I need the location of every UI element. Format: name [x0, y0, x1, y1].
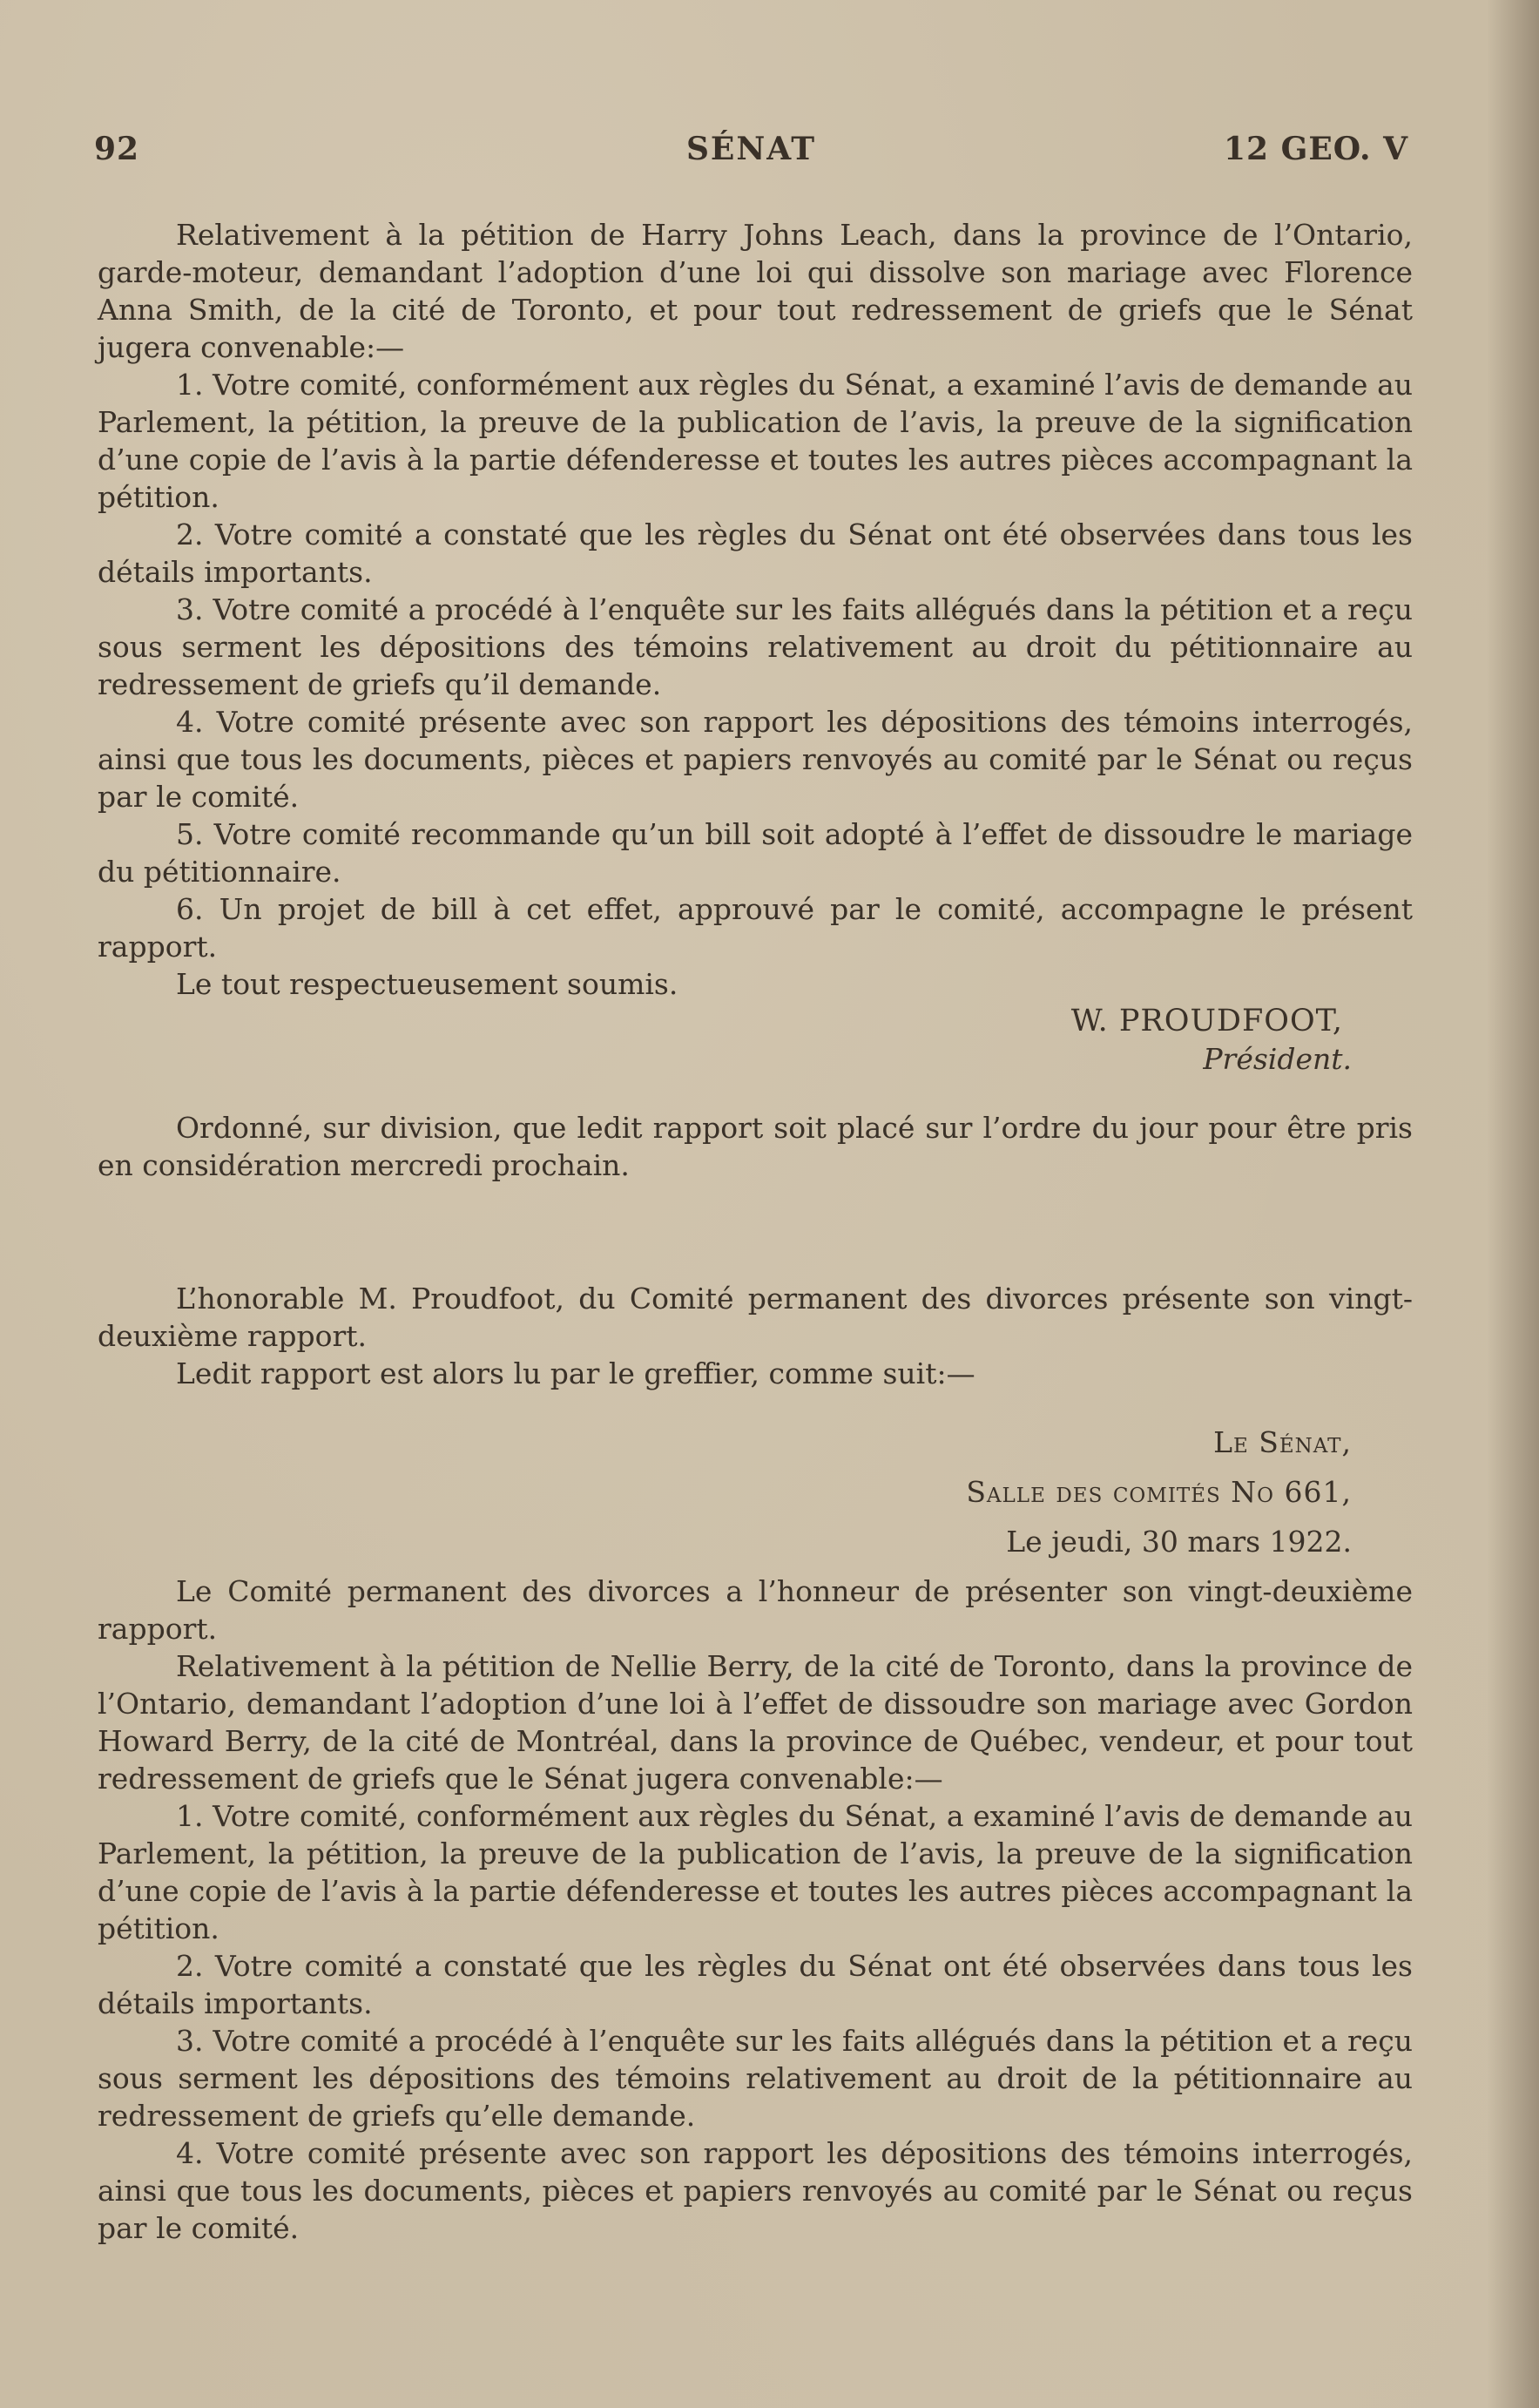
report-two-item-4: 4. Votre comité présente avec son rapport les dépositions des témoins interrogés, ainsi que tous les documents, pièces et papiers renvoyés au comité par le Sénat ou reçus par le comité.: [98, 2136, 1413, 2245]
report-one-closing: Le tout respectueusement soumis.: [176, 967, 678, 1001]
page-body: [98, 216, 1413, 2247]
page-header: [94, 131, 1408, 174]
report-one-item-4: 4. Votre comité présente avec son rapport les dépositions des témoins interrogés, ainsi que tous les documents, pièces et papiers renvoyés au comité par le Sénat ou reçus par le comité.: [98, 705, 1413, 814]
page-edge-shadow: [1487, 0, 1539, 2408]
report-two-item-1: 1. Votre comité, conformément aux règles du Sénat, a examiné l’avis de demande au Parlement, la pétition, la preuve de la publication de l’avis, la preuve de la signification d’une copie de l’avis à la partie défenderesse et toutes les autres pièces accompagnant la pétition.: [98, 1799, 1413, 1945]
report-two: [98, 1280, 1413, 2247]
report-one-intro: Relativement à la pétition de Harry Johns Leach, dans la province de l’Ontario, garde-moteur, demandant l’adoption d’une loi qui dissolve son mariage avec Florence Anna Smith, de la cité de Toronto, et pour tout redressement de griefs que le Sénat jugera convenable:—: [98, 218, 1413, 364]
report-address-block: [98, 1424, 1352, 1560]
signature-title: Président.: [1203, 1042, 1352, 1076]
report-one-item-1: 1. Votre comité, conformément aux règles du Sénat, a examiné l’avis de demande au Parlement, la pétition, la preuve de la publication de l’avis, la preuve de la signification d’une copie de l’avis à la partie défenderesse et toutes les autres pièces accompagnant la pétition.: [98, 368, 1413, 514]
report-two-item-3: 3. Votre comité a procédé à l’enquête sur les faits allégués dans la pétition et a reçu sous serment les dépositions des témoins relativement au droit de la pétitionnaire au redressement de griefs qu’elle demande.: [98, 2024, 1413, 2133]
report-two-read-by-clerk: Ledit rapport est alors lu par le greffier, comme suit:—: [176, 1356, 975, 1390]
signature-block: [98, 1003, 1352, 1078]
address-date: Le jeudi, 30 mars 1922.: [1006, 1525, 1352, 1559]
page-number: 92: [94, 131, 140, 167]
signature-name: W. PROUDFOOT,: [1070, 1004, 1343, 1038]
address-senate: Le Sénat,: [1213, 1425, 1352, 1459]
running-head: SÉNAT: [685, 131, 817, 167]
report-one-item-6: 6. Un projet de bill à cet effet, approuvé par le comité, accompagne le présent rapport.: [98, 892, 1413, 964]
report-one-item-5: 5. Votre comité recommande qu’un bill soit adopté à l’effet de dissoudre le mariage du pétitionnaire.: [98, 817, 1413, 889]
section-spacer: [98, 1184, 1413, 1280]
address-room: Salle des comités No 661,: [966, 1475, 1352, 1509]
report-one-item-3: 3. Votre comité a procédé à l’enquête sur les faits allégués dans la pétition et a reçu sous serment les dépositions des témoins relativement au droit du pétitionnaire au redressement de griefs qu’il demande.: [98, 592, 1413, 701]
regnal-year: 12 GEO. V: [1223, 131, 1408, 167]
spacer: [98, 1392, 1413, 1424]
report-one-item-2: 2. Votre comité a constaté que les règles du Sénat ont été observées dans tous les détails importants.: [98, 517, 1413, 589]
report-two-presentation: L’honorable M. Proudfoot, du Comité permanent des divorces présente son vingt-deuxième rapport.: [98, 1282, 1413, 1353]
report-one: [98, 216, 1413, 1184]
report-two-intro: Relativement à la pétition de Nellie Berry, de la cité de Toronto, dans la province de l’Ontario, demandant l’adoption d’une loi à l’effet de dissoudre son mariage avec Gordon Howard Berry, de la cité de Montréal, dans la province de Québec, vendeur, et pour tout redressement de griefs que le Sénat jugera convenable:—: [98, 1649, 1413, 1796]
spacer: [98, 1078, 1413, 1109]
report-two-opening: Le Comité permanent des divorces a l’honneur de présenter son vingt-deuxième rapport.: [98, 1574, 1413, 1646]
report-two-item-2: 2. Votre comité a constaté que les règles du Sénat ont été observées dans tous les détails importants.: [98, 1949, 1413, 2020]
order-paragraph: Ordonné, sur division, que ledit rapport soit placé sur l’ordre du jour pour être pris en considération mercredi prochain.: [98, 1111, 1413, 1182]
